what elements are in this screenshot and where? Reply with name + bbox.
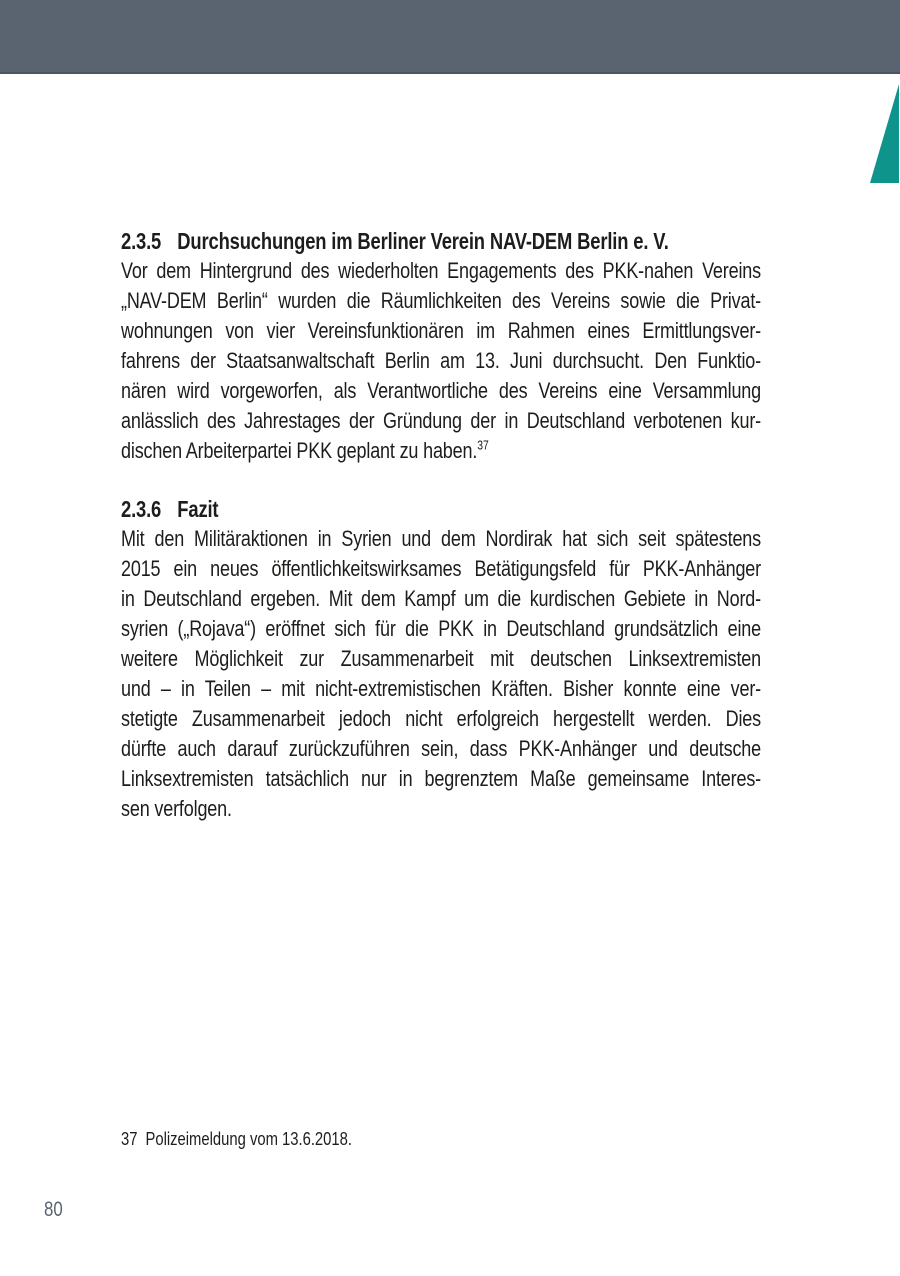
body-line: nären wird vorgeworfen, als Verantwortliche des Vereins eine Versammlung <box>121 378 761 403</box>
body-line: Linksextremisten tatsächlich nur in begrenztem Maße gemeinsame Interes- <box>121 766 761 791</box>
section-heading <box>121 226 761 256</box>
section-body <box>121 256 761 466</box>
footnote <box>121 1127 521 1151</box>
body-line: dischen Arbeiterpartei PKK geplant zu haben.$^{37}$ <box>121 437 489 463</box>
header-bar <box>0 0 900 74</box>
body-line: stetigte Zusammenarbeit jedoch nicht erfolgreich hergestellt werden. Dies <box>121 706 761 731</box>
body-line: und – in Teilen – mit nicht-extremistischen Kräften. Bisher konnte eine ver- <box>121 676 761 701</box>
body-line: wohnungen von vier Vereinsfunktionären im Rahmen eines Ermittlungsver- <box>121 318 761 343</box>
section-durchsuchungen <box>121 226 761 466</box>
section-title: Durchsuchungen im Berliner Verein NAV-DEM Berlin e. V. <box>177 228 669 254</box>
section-heading <box>121 494 761 524</box>
footnote-number: 37 <box>121 1128 138 1149</box>
body-line: fahrens der Staatsanwaltschaft Berlin am 13. Juni durchsucht. Den Funktio- <box>121 348 761 373</box>
body-line: weitere Möglichkeit zur Zusammenarbeit mit deutschen Linksextremisten <box>121 646 761 671</box>
body-line: sen verfolgen. <box>121 796 232 821</box>
body-line: 2015 ein neues öffentlichkeitswirksames Betätigungsfeld für PKK-Anhänger <box>121 556 761 581</box>
body-line: in Deutschland ergeben. Mit dem Kampf um die kurdischen Gebiete in Nord- <box>121 586 761 611</box>
body-line: syrien („Rojava“) eröffnet sich für die PKK in Deutschland grundsätzlich eine <box>121 616 761 641</box>
body-line: „NAV-DEM Berlin“ wurden die Räumlichkeiten des Vereins sowie die Privat- <box>121 288 761 313</box>
section-title: Fazit <box>177 496 219 522</box>
footnote-reference: 37 <box>477 437 489 453</box>
page-number: 80 <box>44 1198 63 1221</box>
section-fazit <box>121 494 761 824</box>
body-line: Vor dem Hintergrund des wiederholten Engagements des PKK-nahen Vereins <box>121 258 761 283</box>
body-line: anlässlich des Jahrestages der Gründung der in Deutschland verbotenen kur- <box>121 408 761 433</box>
accent-triangle-icon <box>870 84 899 183</box>
section-number: 2.3.6 <box>121 496 162 522</box>
footnote-text: Polizeimeldung vom 13.6.2018. <box>145 1128 352 1149</box>
page-content <box>121 226 761 824</box>
body-line: dürfte auch darauf zurückzuführen sein, dass PKK-Anhänger und deutsche <box>121 736 761 761</box>
body-line: Mit den Militäraktionen in Syrien und dem Nordirak hat sich seit spätestens <box>121 526 761 551</box>
section-body <box>121 524 761 824</box>
section-number: 2.3.5 <box>121 228 162 254</box>
